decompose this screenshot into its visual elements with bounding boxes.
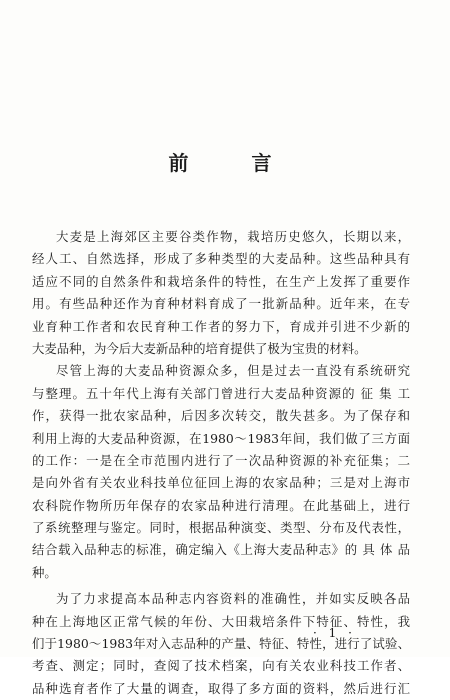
text-line: 大麦品种，为今后大麦新品种的培育提供了极为宝贵的材料。 xyxy=(32,340,367,356)
text-line: 农科院作物所历年保存的农家品种进行清理。在此基础上，进行 xyxy=(32,497,410,513)
text-line: 尽管上海的大麦品种资源众多，但是过去一直没有系统研究 xyxy=(56,363,410,379)
page-title: 前 言 xyxy=(168,151,300,175)
paragraph-1 xyxy=(32,226,410,360)
paragraph-2 xyxy=(32,360,410,584)
text-line: 们于1980～1983年对入志品种的产量、特征、特性，进行了试验、 xyxy=(32,636,410,652)
text-line: 作，获得一批农家品种，后因多次转交，散失甚多。为了保存和 xyxy=(32,408,410,424)
text-line: 为了力求提高本品种志内容资料的准确性，并如实反映各品 xyxy=(56,591,410,607)
text-line: 考查、测定；同时，查阅了技术档案，向有关农业科技工作者、 xyxy=(32,658,410,674)
text-line: 经人工、自然选择，形成了多种类型的大麦品种。这些品种具有 xyxy=(32,251,410,267)
text-line: 利用上海的大麦品种资源，在1980～1983年间，我们做了三方面 xyxy=(32,430,410,446)
text-line: 种在上海地区正常气候的年份、大田栽培条件下特征、特性，我 xyxy=(32,613,410,629)
text-line: 业育种工作者和农民育种工作者的努力下，育成并引进不少新的 xyxy=(32,318,410,334)
text-line: 品种选育者作了大量的调查，取得了多方面的资料，然后进行汇 xyxy=(32,680,410,696)
paragraph-3 xyxy=(32,588,410,700)
text-line: 用。有些品种还作为育种材料育成了一批新品种。近年来，在专 xyxy=(32,296,410,312)
text-line: 种。 xyxy=(32,564,57,580)
text-line: 大麦是上海郊区主要谷类作物，栽培历史悠久，长期以来， xyxy=(56,229,410,244)
text-line: 是向外省有关农业科技单位征回上海的农家品种；三是对上海市 xyxy=(32,475,410,491)
text-line: 适应不同的自然条件和栽培条件的特性，在生产上发挥了重要作 xyxy=(32,273,410,289)
page-number: · 1 · xyxy=(313,626,356,640)
text-line: 与整理。五十年代上海有关部门曾进行大麦品种资源的 征 集 工 xyxy=(32,385,410,401)
text-line: 结合载入品种志的标准，确定编入《上海大麦品种志》的 具 体 品 xyxy=(32,542,410,558)
text-line: 的工作：一是在全市范围内进行了一次品种资源的补充征集；二 xyxy=(32,452,410,468)
text-line: 了系统整理与鉴定。同时，根据品种演变、类型、分布及代表性， xyxy=(32,520,410,536)
